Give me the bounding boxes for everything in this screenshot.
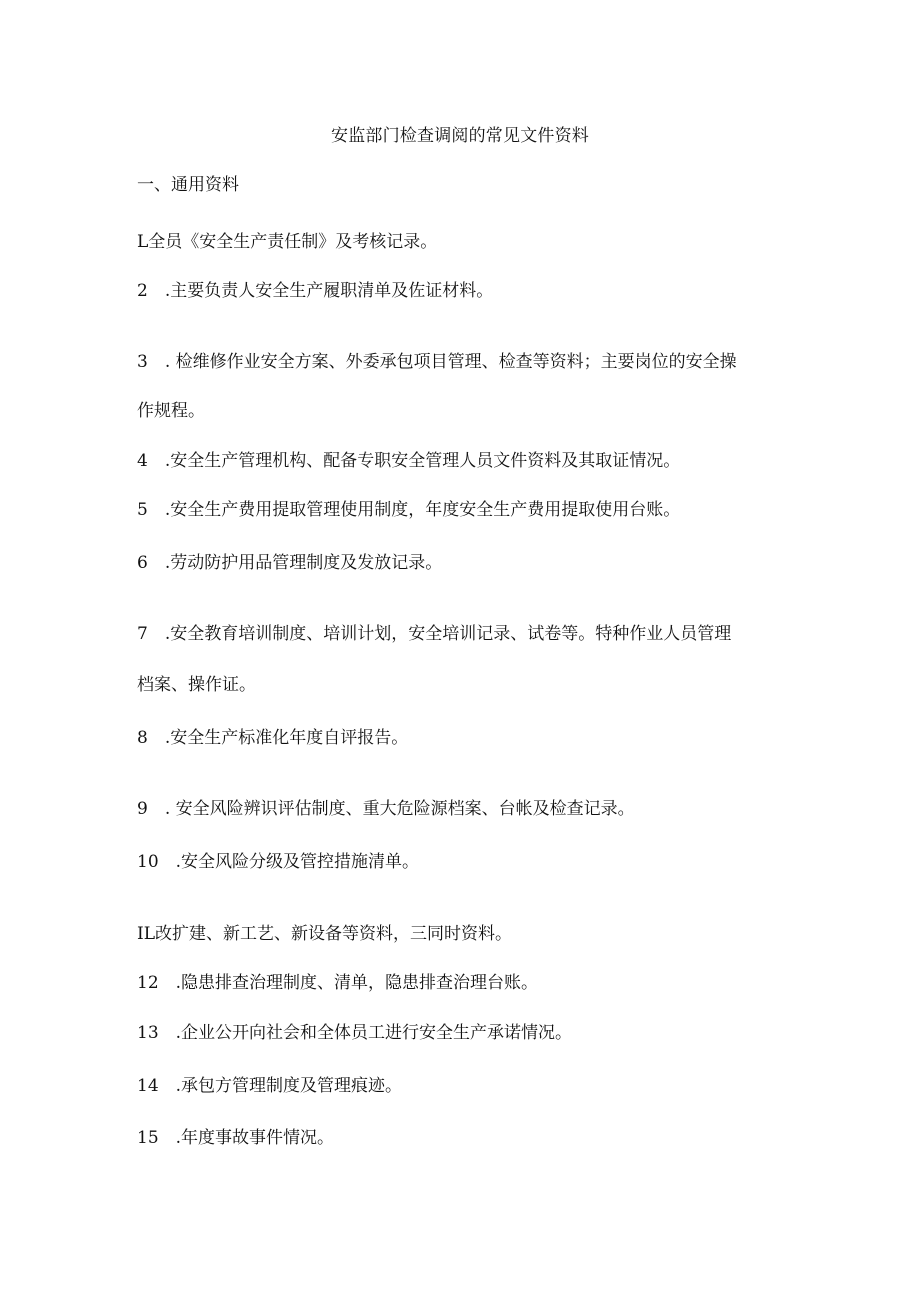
list-item: 7 .安全教育培训制度、培训计划，安全培训记录、试卷等。特种作业人员管理 bbox=[137, 624, 732, 644]
list-item: 15 .年度事故事件情况。 bbox=[137, 1128, 335, 1148]
list-item: 13 .企业公开向社会和全体员工进行安全生产承诺情况。 bbox=[137, 1023, 573, 1043]
section-heading: 一、通用资料 bbox=[137, 175, 239, 195]
list-item: 8 .安全生产标准化年度自评报告。 bbox=[137, 728, 409, 748]
list-item: 12 .隐患排查治理制度、清单，隐患排查治理台账。 bbox=[137, 973, 539, 993]
list-item: 10 .安全风险分级及管控措施清单。 bbox=[137, 852, 420, 872]
list-item: 6 .劳动防护用品管理制度及发放记录。 bbox=[137, 553, 443, 573]
list-item-continuation: 档案、操作证。 bbox=[137, 675, 256, 695]
list-item: 5 .安全生产费用提取管理使用制度，年度安全生产费用提取使用台账。 bbox=[137, 500, 681, 520]
document-title: 安监部门检查调阅的常见文件资料 bbox=[331, 126, 589, 146]
list-item: 9 . 安全风险辨识评估制度、重大危险源档案、台帐及检查记录。 bbox=[137, 799, 635, 819]
list-item: 3 . 检维修作业安全方案、外委承包项目管理、检查等资料；主要岗位的安全操 bbox=[137, 352, 737, 372]
list-item: 14 .承包方管理制度及管理痕迹。 bbox=[137, 1076, 403, 1096]
list-item-continuation: 作规程。 bbox=[137, 401, 205, 421]
list-item: IL改扩建、新工艺、新设备等资料，三同时资料。 bbox=[137, 924, 513, 944]
list-item: 4 .安全生产管理机构、配备专职安全管理人员文件资料及其取证情况。 bbox=[137, 451, 681, 471]
list-item: L全员《安全生产责任制》及考核记录。 bbox=[137, 232, 438, 252]
list-item: 2 .主要负责人安全生产履职清单及佐证材料。 bbox=[137, 281, 494, 301]
